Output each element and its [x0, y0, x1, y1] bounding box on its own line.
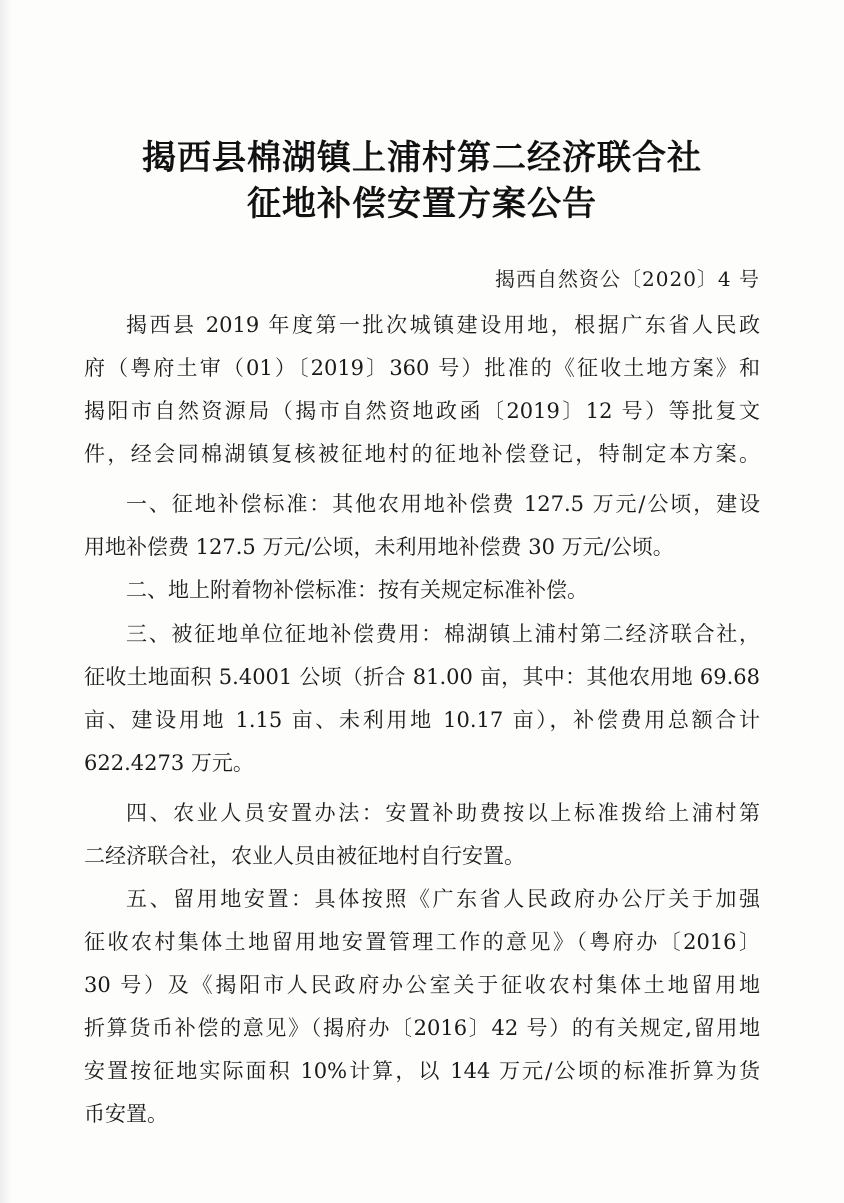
- paragraph-line: 件，经会同棉湖镇复核被征地村的征地补偿登记，特制定本方案。: [84, 442, 760, 466]
- document-title-line-2: 征地补偿安置方案公告: [247, 184, 597, 224]
- paragraph-line: 二、地上附着物补偿标准：按有关规定标准补偿。: [126, 578, 588, 602]
- paragraph-line: 征收土地面积 5.4001 公顷（折合 81.00 亩，其中：其他农用地 69.68: [84, 665, 760, 689]
- paragraph-line: 征收农村集体土地留用地安置管理工作的意见》（粤府办〔2016〕: [84, 930, 760, 954]
- paragraph-line: 三、被征地单位征地补偿费用：棉湖镇上浦村第二经济联合社，: [126, 622, 760, 646]
- paragraph-line: 用地补偿费 127.5 万元/公顷，未利用地补偿费 30 万元/公顷。: [84, 535, 674, 559]
- paragraph-line: 安置按征地实际面积 10%计算，以 144 万元/公顷的标准折算为货: [84, 1059, 760, 1083]
- document-number: 揭西自然资公〔2020〕4 号: [495, 267, 760, 291]
- paragraph-line: 五、留用地安置：具体按照《广东省人民政府办公厅关于加强: [126, 887, 760, 911]
- paragraph-line: 揭西县 2019 年度第一批次城镇建设用地，根据广东省人民政: [126, 313, 760, 337]
- paragraph-line: 二经济联合社，农业人员由被征地村自行安置。: [84, 844, 525, 868]
- paragraph-line: 币安置。: [84, 1102, 168, 1126]
- paragraph-line: 折算货币补偿的意见》（揭府办〔2016〕42 号）的有关规定,留用地: [84, 1016, 760, 1040]
- paragraph-line: 四、农业人员安置办法：安置补助费按以上标准拨给上浦村第: [126, 801, 760, 825]
- paragraph-line: 622.4273 万元。: [84, 751, 254, 775]
- paragraph-line: 一、征地补偿标准：其他农用地补偿费 127.5 万元/公顷，建设: [126, 492, 760, 516]
- document-title-line-1: 揭西县棉湖镇上浦村第二经济联合社: [142, 138, 702, 178]
- paragraph-line: 府（粤府土审（01）〔2019〕360 号）批准的《征收土地方案》和: [84, 356, 760, 380]
- paragraph-line: 揭阳市自然资源局（揭市自然资地政函〔2019〕12 号）等批复文: [84, 399, 760, 423]
- paragraph-line: 亩、建设用地 1.15 亩、未利用地 10.17 亩），补偿费用总额合计: [84, 708, 760, 732]
- paragraph-line: 30 号）及《揭阳市人民政府办公室关于征收农村集体土地留用地: [84, 973, 760, 997]
